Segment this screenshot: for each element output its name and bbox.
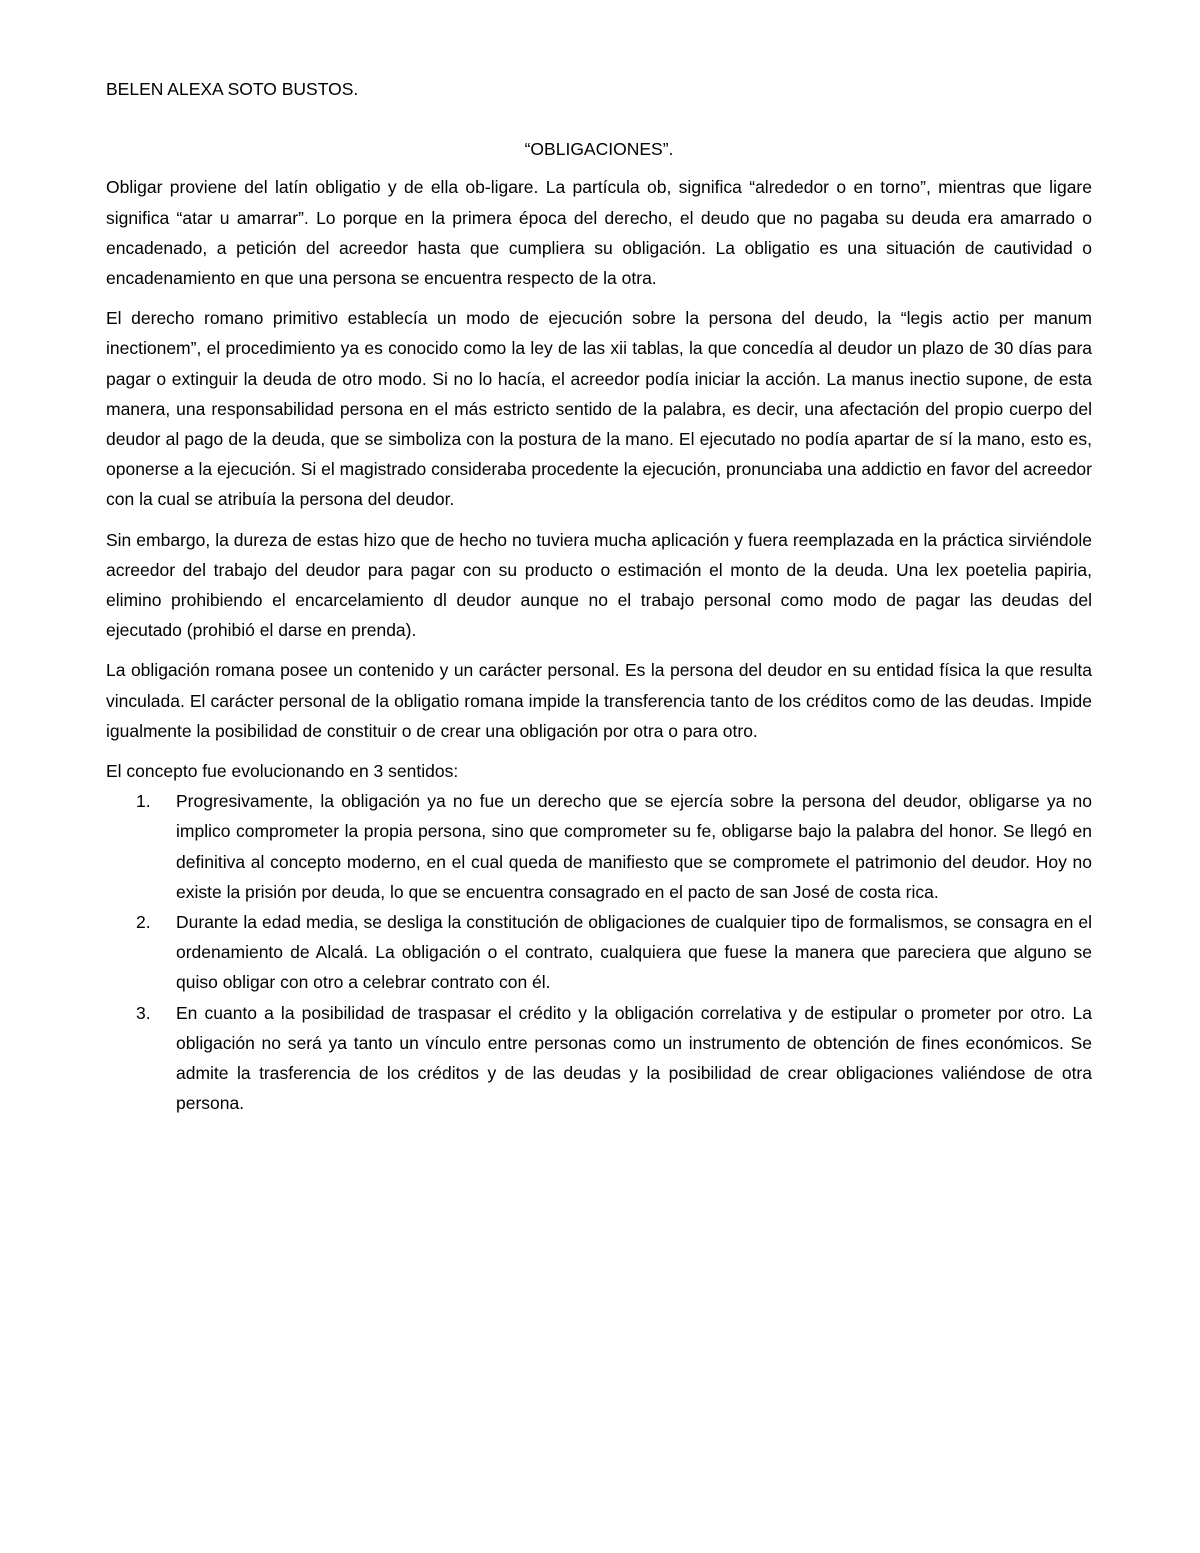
list-item-number: 1. xyxy=(136,791,151,812)
list-item xyxy=(106,998,1092,1119)
list-item xyxy=(106,786,1092,907)
document-page xyxy=(106,74,1092,1119)
author-name: BELEN ALEXA SOTO BUSTOS. xyxy=(106,79,359,99)
list-item-text: En cuanto a la posibilidad de traspasar el crédito y la obligación correlativa y de estipular o prometer por otro. La obligación no será ya tanto un vínculo entre personas como un instrumento de obtención de fines económicos. Se admite la trasferencia de los créditos y de las deudas y la posibilidad de crear obligaciones valiéndose de otra persona. xyxy=(176,1002,1092,1114)
list-item-number: 2. xyxy=(136,912,151,933)
list-item-number: 3. xyxy=(136,1002,151,1023)
document-title: “OBLIGACIONES”. xyxy=(524,139,674,160)
list-item-text: Progresivamente, la obligación ya no fue un derecho que se ejercía sobre la persona del deudor, obligarse ya no implico comprometer la propia persona, sino que comprometer su fe, obligarse bajo la palabra del honor. Se llegó en definitiva al concepto moderno, en el cual queda de manifiesto que se compromete el patrimonio del deudor. Hoy no existe la prisión por deuda, lo que se encuentra consagrado en el pacto de san José de costa rica. xyxy=(176,791,1092,902)
numbered-list xyxy=(106,786,1092,1118)
paragraph-4: La obligación romana posee un contenido y un carácter personal. Es la persona del deudor en su entidad física la que resulta vinculada. El carácter personal de la obligatio romana impide la transferencia tanto de los créditos como de las deudas. Impide igualmente la posibilidad de constituir o de crear una obligación por otra o para otro. xyxy=(106,660,1092,741)
paragraph-1: Obligar proviene del latín obligatio y de ella ob-ligare. La partícula ob, significa “alrededor o en torno”, mientras que ligare significa “atar u amarrar”. Lo porque en la primera época del derecho, el deudo que no pagaba su deuda era amarrado o encadenado, a petición del acreedor hasta que cumpliera su obligación. La obligatio es una situación de cautividad o encadenamiento en que una persona se encuentra respecto de la otra. xyxy=(106,177,1092,289)
paragraph-2: El derecho romano primitivo establecía un modo de ejecución sobre la persona del deudo, la “legis actio per manum inectionem”, el procedimiento ya es conocido como la ley de las xii tablas, la que concedía al deudor un plazo de 30 días para pagar o extinguir la deuda de otro modo. Si no lo hacía, el acreedor podía iniciar la acción. La manus inectio supone, de esta manera, una responsabilidad persona en el más estricto sentido de la palabra, es decir, una afectación del propio cuerpo del deudor al pago de la deuda, que se simboliza con la postura de la mano. El ejecutado no podía apartar de sí la mano, esto es, oponerse a la ejecución. Si el magistrado consideraba procedente la ejecución, pronunciaba una addictio en favor del acreedor con la cual se atribuía la persona del deudor. xyxy=(106,308,1092,510)
list-item xyxy=(106,907,1092,998)
paragraph-3: Sin embargo, la dureza de estas hizo que de hecho no tuviera mucha aplicación y fuera reemplazada en la práctica sirviéndole acreedor del trabajo del deudor para pagar con su producto o estimación el monto de la deuda. Una lex poetelia papiria, elimino prohibiendo el encarcelamiento dl deudor aunque no el trabajo personal como modo de pagar las deudas del ejecutado (prohibió el darse en prenda). xyxy=(106,529,1092,641)
list-intro: El concepto fue evolucionando en 3 sentidos: xyxy=(106,761,459,782)
list-item-text: Durante la edad media, se desliga la constitución de obligaciones de cualquier tipo de formalismos, se consagra en el ordenamiento de Alcalá. La obligación o el contrato, cualquiera que fuese la manera que pareciera que alguno se quiso obligar con otro a celebrar contrato con él. xyxy=(176,912,1092,993)
